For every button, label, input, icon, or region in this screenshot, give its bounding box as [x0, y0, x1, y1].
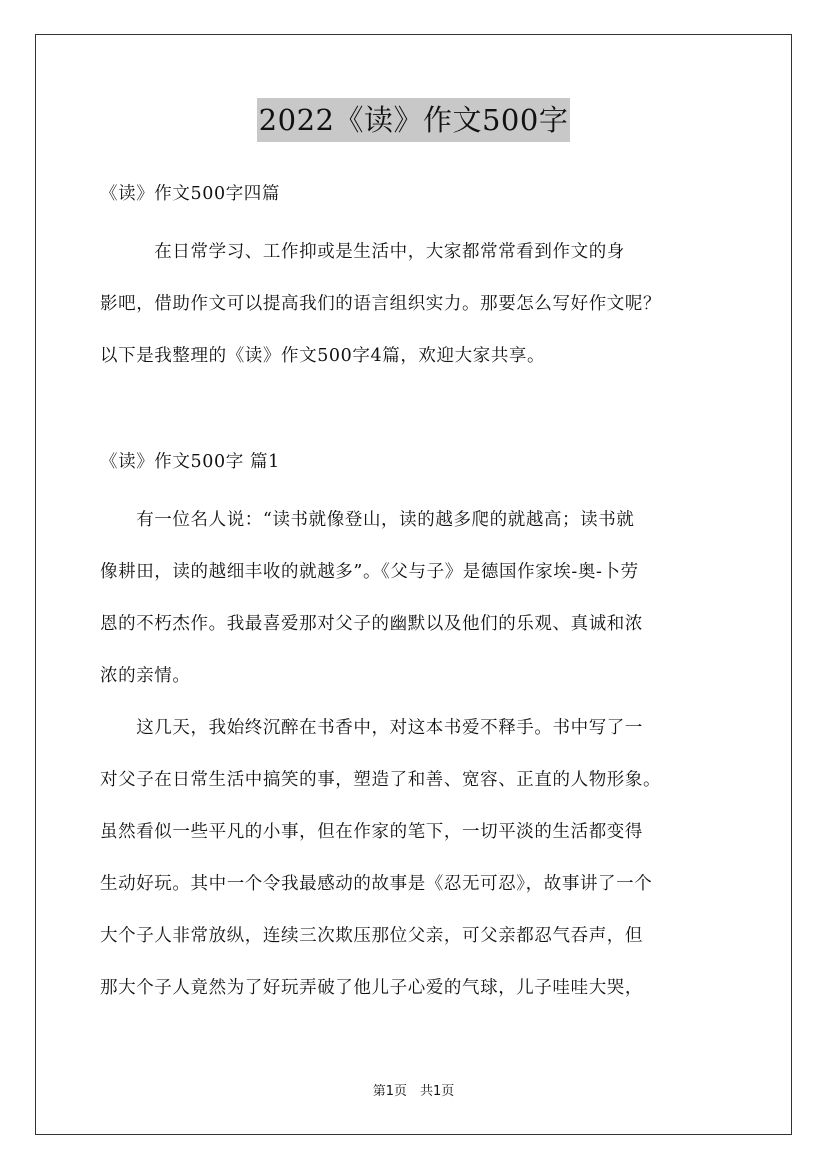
paragraph-line: 恩的不朽杰作。我最喜爱那对父子的幽默以及他们的乐观、真诚和浓: [100, 614, 643, 634]
paragraph-line: 虽然看似一些平凡的小事，但在作家的笔下，一切平淡的生活都变得: [100, 822, 643, 842]
intro-line: 以下是我整理的《读》作文500字4篇，欢迎大家共享。: [100, 346, 546, 366]
section1-heading: 《读》作文500字 篇1: [100, 452, 280, 472]
intro-line: 在日常学习、工作抑或是生活中，大家都常常看到作文的身: [100, 242, 625, 262]
title-container: [0, 98, 827, 142]
paragraph-line: 大个子人非常放纵，连续三次欺压那位父亲，可父亲都忍气吞声，但: [100, 926, 643, 946]
paragraph-line: 生动好玩。其中一个令我最感动的故事是《忍无可忍》，故事讲了一个: [100, 874, 653, 894]
document-title: 2022《读》作文500字: [257, 98, 571, 142]
spacer: [100, 214, 740, 226]
paragraph-line: 对父子在日常生活中搞笑的事，塑造了和善、宽容、正直的人物形象。: [100, 770, 662, 790]
paragraph-line: 那大个子人竟然为了好玩弄破了他儿子心爱的气球，儿子哇哇大哭，: [100, 978, 643, 998]
document-body: [100, 174, 740, 1014]
paragraph-line: 像耕田，读的越细丰收的就越多”。《父与子》是德国作家埃-奥-卜劳: [100, 562, 639, 582]
intro-heading: 《读》作文500字四篇: [100, 184, 281, 204]
paragraph-line: 浓的亲情。: [100, 666, 191, 686]
intro-line: 影吧，借助作文可以提高我们的语言组织实力。那要怎么写好作文呢？: [100, 294, 662, 314]
spacer: [100, 382, 740, 442]
paragraph-line: 有一位名人说：“读书就像登山，读的越多爬的就越高；读书就: [100, 510, 635, 530]
paragraph-line: 这几天，我始终沉醉在书香中，对这本书爱不释手。书中写了一: [100, 718, 643, 738]
spacer: [100, 482, 740, 494]
page-footer: 第1页 共1页: [372, 1084, 455, 1099]
